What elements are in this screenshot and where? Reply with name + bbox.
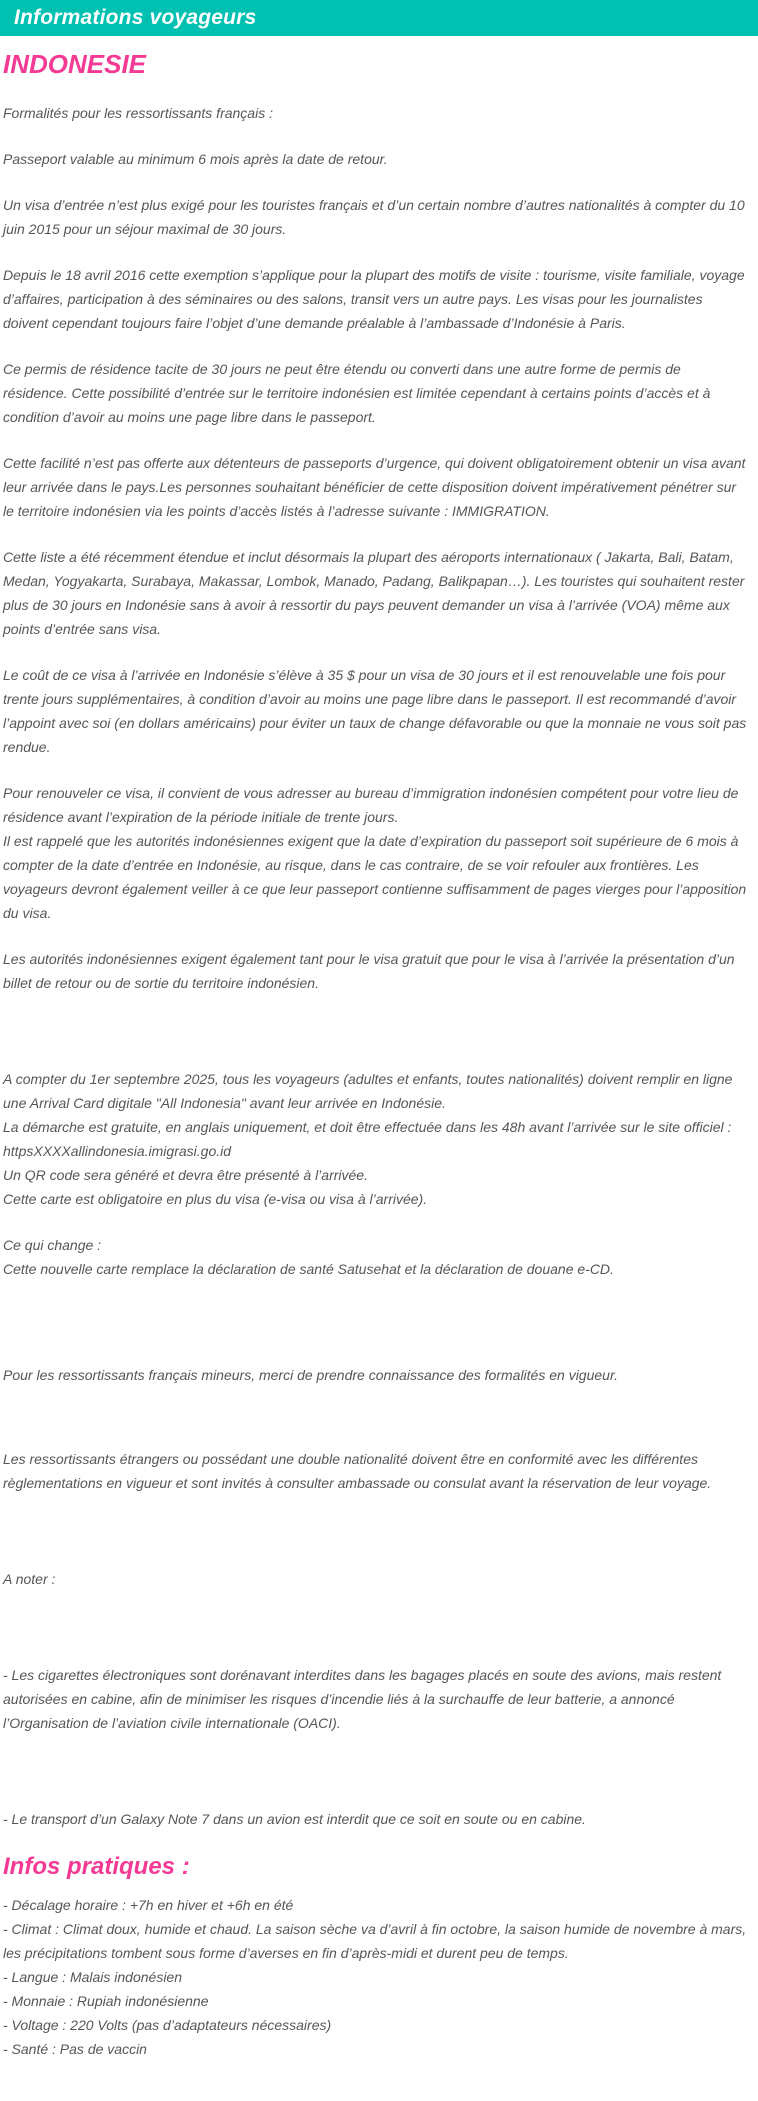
arrival-card-line-2: La démarche est gratuite, en anglais uniquement, et doit être effectuée dans les 48h avant l’arrivée sur le site officiel : httpsXXXXallindonesia.imigrasi.go.id <box>3 1119 732 1159</box>
paragraph-dual-nationality: Les ressortissants étrangers ou possédant une double nationalité doivent être en conformité avec les différentes règlementations en vigueur et sont invités à consulter ambassade ou consulat avant la réservation de leur voyage. <box>3 1451 712 1491</box>
practical-info-item-climate: - Climat : Climat doux, humide et chaud. La saison sèche va d’avril à fin octobre, la saison humide de novembre à mars, les précipitations tombent sous forme d’averses en fin d’après-midi et durent peu de temps. <box>3 1921 747 1961</box>
paragraph-exemption-scope: Depuis le 18 avril 2016 cette exemption s’applique pour la plupart des motifs de visite : tourisme, visite familiale, voyage d’affaires, participation à des séminaires ou des salons, transit vers un autre pays. Les visas pour les journalistes doivent cependant toujours faire l’objet d’une demande préalable à l’ambassade d’Indonésie à Paris. <box>3 267 745 331</box>
travel-info-content <box>0 49 758 2101</box>
practical-info-item-health: - Santé : Pas de vaccin <box>3 2041 147 2057</box>
visa-renewal-line: Pour renouveler ce visa, il convient de vous adresser au bureau d’immigration indonésien compétent pour votre lieu de résidence avant l’expiration de la période initiale de trente jours. <box>3 785 739 825</box>
paragraph-visa-exemption: Un visa d’entrée n’est plus exigé pour les touristes français et d’un certain nombre d’autres nationalités à compter du 10 juin 2015 pour un séjour maximal de 30 jours. <box>3 197 745 237</box>
practical-info-title: Infos pratiques : <box>3 1853 190 1880</box>
paragraph-visa-renewal <box>3 781 748 925</box>
spacer <box>3 1303 748 1341</box>
paragraph-what-changes <box>3 1233 748 1281</box>
spacer <box>3 1613 748 1641</box>
paragraph-arrival-card <box>3 1067 748 1211</box>
arrival-card-line-1: A compter du 1er septembre 2025, tous les voyageurs (adultes et enfants, toutes nationalités) doivent remplir en ligne une Arrival Card digitale "All Indonesia" avant leur arrivée en Indonésie. <box>3 1071 733 1111</box>
paragraph-emergency-passports: Cette facilité n’est pas offerte aux détenteurs de passeports d’urgence, qui doivent obligatoirement obtenir un visa avant leur arrivée dans le pays.Les personnes souhaitant bénéficier de cette disposition doivent impérativement pénétrer sur le territoire indonésien via les points d’accès listés à l’adresse suivante : IMMIGRATION. <box>3 455 746 519</box>
spacer <box>3 1409 748 1425</box>
spacer <box>3 1517 748 1545</box>
paragraph-residence-permit: Ce permis de résidence tacite de 30 jours ne peut être étendu ou converti dans une autre forme de permis de résidence. Cette possibilité d’entrée sur le territoire indonésien est limitée cependant à certains points d’accès et à condition d’avoir au moins une page libre dans le passeport. <box>3 361 711 425</box>
passport-expiry-line: Il est rappelé que les autorités indonésiennes exigent que la date d’expiration du passeport soit supérieure de 6 mois à compter de la date d’entrée en Indonésie, au risque, dans le cas contraire, de se voir refouler aux frontières. Les voyageurs devront également veiller à ce que leur passeport contienne suffisamment de pages vierges pour l’apposition du visa. <box>3 833 747 921</box>
arrival-card-line-4: Cette carte est obligatoire en plus du visa (e-visa ou visa à l’arrivée). <box>3 1191 428 1207</box>
note-item-ecigarettes: - Les cigarettes électroniques sont dorénavant interdites dans les bagages placés en soute des avions, mais restent autorisées en cabine, afin de minimiser les risques d’incendie liés à la surchauffe de leur batterie, a annoncé l’Organisation de l’aviation civile internationale (OACI). <box>3 1667 722 1731</box>
practical-info-item-timezone: - Décalage horaire : +7h en hiver et +6h en été <box>3 1897 294 1913</box>
spacer <box>3 1017 748 1045</box>
paragraph-airports-list: Cette liste a été récemment étendue et inclut désormais la plupart des aéroports internationaux ( Jakarta, Bali, Batam, Medan, Yogyakarta, Surabaya, Makassar, Lombok, Manado, Padang, Balikpapan…). Les touristes qui souhaitent rester plus de 30 jours en Indonésie sans à avoir à ressortir du pays peuvent demander un visa à l’arrivée (VOA) même aux points d’entrée sans visa. <box>3 549 745 637</box>
what-changes-label: Ce qui change : <box>3 1237 102 1253</box>
note-item-galaxy-note7: - Le transport d’un Galaxy Note 7 dans un avion est interdit que ce soit en soute ou en cabine. <box>3 1811 586 1827</box>
country-title: INDONESIE <box>3 49 147 79</box>
practical-info-list <box>3 1893 748 2061</box>
spacer <box>3 1757 748 1785</box>
paragraph-minors: Pour les ressortissants français mineurs, merci de prendre connaissance des formalités en vigueur. <box>3 1367 618 1383</box>
practical-info-item-currency: - Monnaie : Rupiah indonésienne <box>3 1993 209 2009</box>
practical-info-item-language: - Langue : Malais indonésien <box>3 1969 183 1985</box>
what-changes-text: Cette nouvelle carte remplace la déclaration de santé Satusehat et la déclaration de douane e-CD. <box>3 1261 614 1277</box>
paragraph-return-ticket: Les autorités indonésiennes exigent également tant pour le visa gratuit que pour le visa à l’arrivée la présentation d’un billet de retour ou de sortie du territoire indonésien. <box>3 951 735 991</box>
practical-info-item-voltage: - Voltage : 220 Volts (pas d’adaptateurs nécessaires) <box>3 2017 332 2033</box>
paragraph-voa-cost: Le coût de ce visa à l’arrivée en Indonésie s’élève à 35 $ pour un visa de 30 jours et il est renouvelable une fois pour trente jours supplémentaires, à condition d’avoir au moins une page libre dans le passeport. Il est recommandé d’avoir l’appoint avec soi (en dollars américains) pour éviter un taux de change défavorable ou que la monnaie ne vous soit pas rendue. <box>3 667 747 755</box>
page-header-title: Informations voyageurs <box>14 6 257 29</box>
paragraph-passport-validity: Passeport valable au minimum 6 mois après la date de retour. <box>3 151 388 167</box>
formalities-label: Formalités pour les ressortissants français : <box>3 105 273 121</box>
note-label: A noter : <box>3 1571 56 1587</box>
page-header <box>0 0 758 36</box>
arrival-card-line-3: Un QR code sera généré et devra être présenté à l’arrivée. <box>3 1167 368 1183</box>
